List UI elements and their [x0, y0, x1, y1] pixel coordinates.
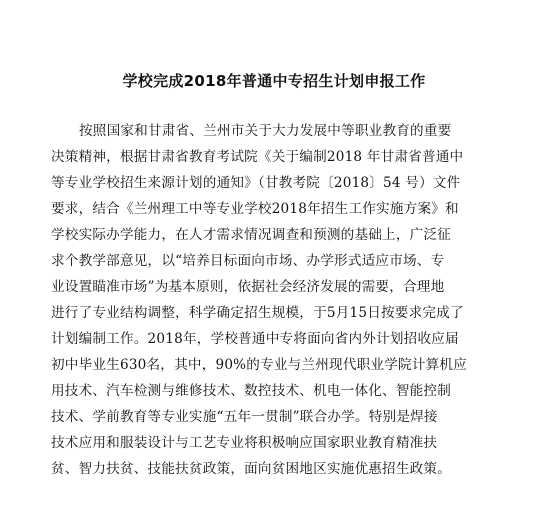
body-line-14: 贫、智力扶贫、技能扶贫政策，面向贫困地区实施优惠招生政策。: [51, 461, 452, 477]
document-title: 学校完成2018年普通中专招生计划申报工作: [122, 72, 426, 90]
body-line-12: 技术、学前教育等专业实施“五年一贯制”联合办学。特别是焊接: [51, 409, 438, 425]
body-line-2: 决策精神，根据甘肃省教育考试院《关于编制2018 年甘肃省普通中: [51, 149, 464, 165]
body-line-10: 初中毕业生630名，其中，90%的专业与兰州现代职业学院计算机应: [51, 357, 467, 373]
body-line-6: 求个教学部意见，以“培养目标面向市场、办学形式适应市场、专: [51, 253, 445, 269]
body-line-7: 业设置瞄准市场”为基本原则，依据社会经济发展的需要，合理地: [51, 279, 445, 295]
body-line-4: 要求，结合《兰州理工中等专业学校2018年招生工作实施方案》和: [51, 201, 459, 217]
body-line-1: 按照国家和甘肃省、兰州市关于大力发展中等职业教育的重要: [79, 123, 452, 139]
body-line-8: 进行了专业结构调整，科学确定招生规模，于5月15日按要求完成了: [51, 305, 464, 321]
body-line-13: 技术应用和服装设计与工艺专业将积极响应国家职业教育精准扶: [51, 435, 438, 451]
body-line-5: 学校实际办学能力，在人才需求情况调查和预测的基础上，广泛征: [51, 227, 452, 243]
body-line-11: 用技术、汽车检测与维修技术、数控技术、机电一体化、智能控制: [51, 383, 452, 399]
body-line-9: 计划编制工作。2018年，学校普通中专将面向省内外计划招收应届: [51, 331, 459, 347]
body-line-3: 等专业学校招生来源计划的通知》（甘教考院〔2018〕54 号）文件: [51, 175, 461, 191]
